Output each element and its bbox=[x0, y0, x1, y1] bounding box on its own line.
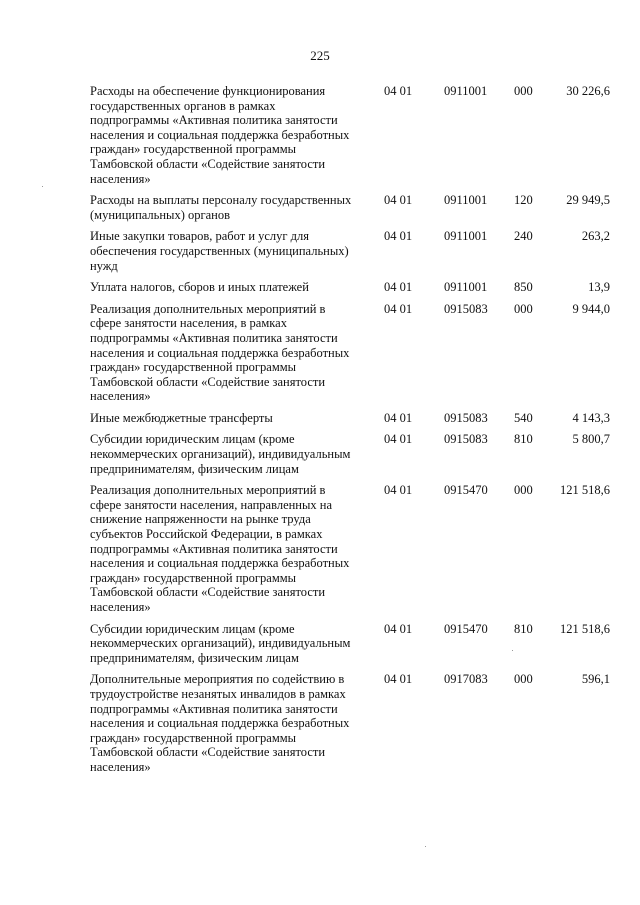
page-number: 225 bbox=[310, 48, 330, 63]
row-target-article: 0911001 bbox=[444, 193, 488, 208]
row-section-code: 04 01 bbox=[384, 84, 413, 98]
scan-speck bbox=[512, 650, 513, 651]
row-expense-type: 540 bbox=[514, 410, 533, 425]
row-target-article: 0911001 bbox=[444, 280, 488, 295]
row-description: Субсидии юридическим лицам (кроме некоммерческих организаций), индивидуальным предпринимателям, физическим лицам bbox=[90, 621, 351, 665]
row-section-code: 04 01 bbox=[384, 229, 413, 244]
row-description: Расходы на обеспечение функционирования государственных органов в рамках подпрограммы «Активная политика занятости населения и социальная поддержка безработных граждан» государственной программы Тамбовской области «Содействие занятости населения» bbox=[90, 84, 350, 186]
row-target-article: 0911001 bbox=[444, 229, 488, 244]
row-expense-type: 000 bbox=[514, 84, 533, 98]
row-section-code: 04 01 bbox=[384, 410, 413, 425]
row-amount: 13,9 bbox=[588, 280, 610, 295]
row-section-code: 04 01 bbox=[384, 280, 413, 295]
row-expense-type: 000 bbox=[514, 483, 533, 498]
row-amount: 9 944,0 bbox=[572, 301, 610, 316]
budget-table bbox=[90, 84, 610, 782]
table-row bbox=[90, 229, 610, 280]
row-section-code: 04 01 bbox=[384, 193, 413, 208]
row-expense-type: 810 bbox=[514, 621, 533, 636]
row-amount: 121 518,6 bbox=[560, 483, 610, 498]
row-target-article: 0915083 bbox=[444, 432, 488, 447]
table-row bbox=[90, 411, 610, 433]
row-section-code: 04 01 bbox=[384, 483, 413, 498]
row-section-code: 04 01 bbox=[384, 432, 413, 447]
row-description: Иные межбюджетные трансферты bbox=[90, 410, 273, 425]
table-row bbox=[90, 622, 610, 673]
row-target-article: 0915083 bbox=[444, 301, 488, 316]
row-amount: 121 518,6 bbox=[560, 621, 610, 636]
scan-speck bbox=[425, 846, 426, 847]
row-description: Дополнительные мероприятия по содействию в трудоустройстве незанятых инвалидов в рамках подпрограммы «Активная политика занятости населения и социальная поддержка безработных граждан» государственной программы Тамбовской области «Содействие занятости населения» bbox=[90, 672, 350, 774]
row-target-article: 0915470 bbox=[444, 483, 488, 498]
row-description: Расходы на выплаты персоналу государственных (муниципальных) органов bbox=[90, 193, 352, 222]
row-amount: 263,2 bbox=[581, 229, 610, 244]
row-amount: 4 143,3 bbox=[572, 410, 610, 425]
table-row bbox=[90, 432, 610, 483]
scan-speck bbox=[42, 186, 43, 187]
table-row bbox=[90, 84, 610, 193]
table-row bbox=[90, 302, 610, 411]
row-target-article: 0911001 bbox=[444, 84, 488, 98]
row-expense-type: 120 bbox=[514, 193, 533, 208]
row-section-code: 04 01 bbox=[384, 672, 413, 687]
row-expense-type: 000 bbox=[514, 672, 533, 687]
row-target-article: 0915083 bbox=[444, 410, 488, 425]
row-description: Субсидии юридическим лицам (кроме некоммерческих организаций), индивидуальным предпринимателям, физическим лицам bbox=[90, 432, 351, 476]
row-amount: 596,1 bbox=[581, 672, 610, 687]
row-section-code: 04 01 bbox=[384, 301, 413, 316]
row-expense-type: 000 bbox=[514, 301, 533, 316]
row-amount: 30 226,6 bbox=[566, 84, 610, 98]
row-amount: 29 949,5 bbox=[566, 193, 610, 208]
row-target-article: 0915470 bbox=[444, 621, 488, 636]
row-description: Уплата налогов, сборов и иных платежей bbox=[90, 280, 309, 295]
row-expense-type: 810 bbox=[514, 432, 533, 447]
table-row bbox=[90, 672, 610, 781]
row-section-code: 04 01 bbox=[384, 621, 413, 636]
row-expense-type: 850 bbox=[514, 280, 533, 295]
row-expense-type: 240 bbox=[514, 229, 533, 244]
table-row bbox=[90, 280, 610, 302]
row-description: Реализация дополнительных мероприятий в сфере занятости населения, в рамках подпрограммы «Активная политика занятости населения и социальная поддержка безработных граждан» государственной программы Тамбовской области «Содействие занятости населения» bbox=[90, 301, 350, 404]
table-row bbox=[90, 193, 610, 229]
row-target-article: 0917083 bbox=[444, 672, 488, 687]
row-description: Иные закупки товаров, работ и услуг для обеспечения государственных (муниципальных) нужд bbox=[90, 229, 349, 273]
row-description: Реализация дополнительных мероприятий в сфере занятости населения, направленных на снижение напряженности на рынке труда субъектов Российской Федерации, в рамках подпрограммы «Активная политика занятости населения и социальная поддержка безработных граждан» государственной программы Тамбовской области «Содействие занятости населения» bbox=[90, 483, 350, 614]
table-row bbox=[90, 483, 610, 621]
row-amount: 5 800,7 bbox=[572, 432, 610, 447]
